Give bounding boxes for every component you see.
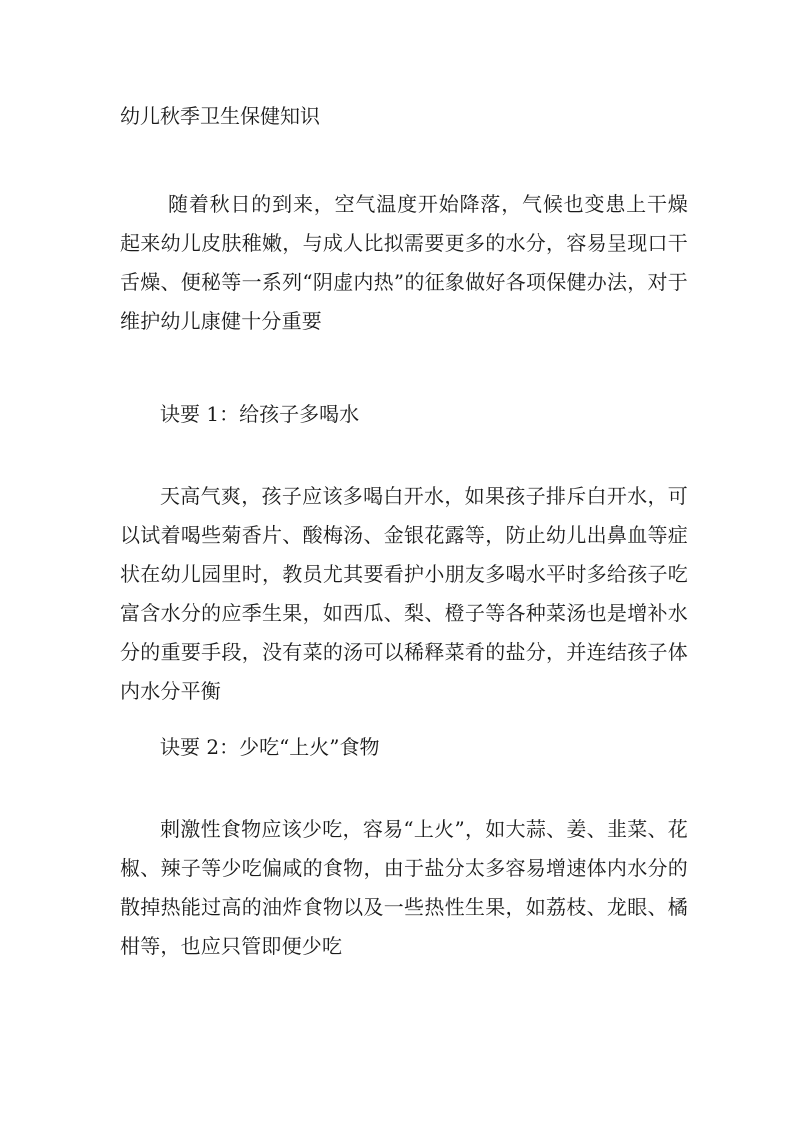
section-1-paragraph: 天高气爽，孩子应该多喝白开水，如果孩子排斥白开水，可以试着喝些菊香片、酸梅汤、金银花露等，防止幼儿出鼻血等症状在幼儿园里时，教员尤其要看护小朋友多喝水平时多给孩子吃富含水分的应季生果，如西瓜、梨、橙子等各种菜汤也是增补水分的重要手段，没有菜的汤可以稀释菜肴的盐分，并连结孩子体内水分平衡 [120,484,688,703]
section-heading-2: 诀要 2：少吃“上火”食物 [160,735,380,759]
section-2-paragraph: 刺激性食物应该少吃，容易“上火”，如大蒜、姜、韭菜、花椒、辣子等少吃偏咸的食物，由于盐分太多容易增速体内水分的散掉热能过高的油炸食物以及一些热性生果，如荔枝、龙眼、橘柑等，也应只管即便少吃 [120,817,688,958]
document-title: 幼儿秋季卫生保健知识 [120,104,320,128]
section-heading-1: 诀要 1：给孩子多喝水 [160,402,360,426]
intro-paragraph: 随着秋日的到来，空气温度开始降落，气候也变患上干燥起来幼儿皮肤稚嫩，与成人比拟需要更多的水分，容易呈现口干舌燥、便秘等一系列“阴虚内热”的征象做好各项保健办法，对于维护幼儿康健十分重要 [120,192,688,333]
